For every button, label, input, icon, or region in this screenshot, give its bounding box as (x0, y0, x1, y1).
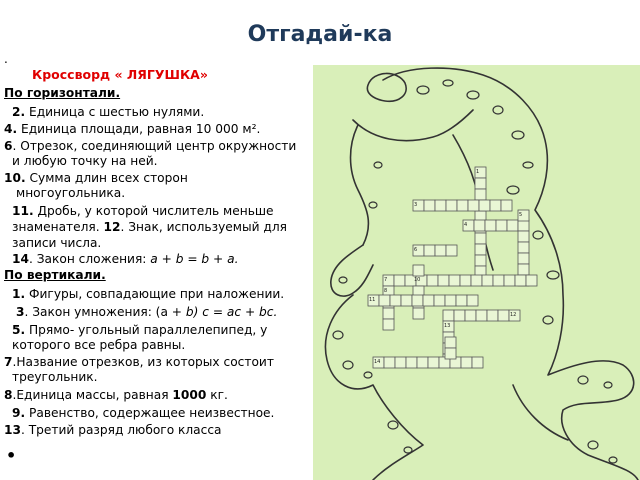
horizontal-header: По горизонтали. (4, 86, 121, 100)
clue-h-4: 4. Единица площади, равная 10 000 м². (4, 122, 261, 136)
clue-v-5-cont: которого все ребра равны. (12, 338, 186, 352)
bottom-bullet: • (6, 446, 17, 465)
svg-text:12: 12 (510, 312, 517, 318)
clue-h-10-cont: многоугольника. (16, 186, 126, 200)
clue-h-6: 6. Отрезок, соединяющий центр окружности (4, 139, 297, 153)
frog-mouth (353, 110, 473, 141)
frog-crossword-picture (313, 65, 640, 480)
svg-text:1: 1 (476, 169, 480, 175)
clue-v-1: 1. Фигуры, совпадающие при наложении. (12, 287, 285, 301)
svg-text:3: 3 (414, 202, 418, 208)
frog-drawing (313, 65, 640, 480)
page-title: Отгадай-ка (247, 22, 393, 47)
clue-v-13: 13. Третий разряд любого класса (4, 423, 222, 437)
clue-h-2: 2. Единица с шестью нулями. (12, 105, 205, 119)
crossword-grid (368, 167, 537, 368)
clue-h-11: 11. Дробь, у которой числитель меньше (12, 204, 274, 218)
clue-v-3: 3. Закон умножения: (a + b) c = ac + bc. (16, 305, 278, 319)
clue-h-6-cont: и любую точку на ней. (12, 154, 158, 168)
svg-text:14: 14 (374, 359, 381, 365)
clue-v-9: 9. Равенство, содержащее неизвестное. (12, 406, 275, 420)
clue-h-12-cont: записи числа. (12, 236, 102, 250)
crossword-title: Кроссворд « ЛЯГУШКА» (32, 67, 208, 82)
svg-text:4: 4 (464, 222, 468, 228)
frog-left-arm (331, 245, 373, 296)
clue-h-10: 10. Сумма длин всех сторон (4, 171, 188, 185)
clue-v-8: 8.Единица массы, равная 1000 кг. (4, 388, 228, 402)
svg-text:13: 13 (444, 323, 451, 329)
svg-text:5: 5 (519, 212, 523, 218)
clue-v-7-cont: треугольник. (12, 370, 98, 384)
svg-text:10: 10 (414, 277, 421, 283)
svg-text:11: 11 (369, 297, 376, 303)
svg-text:6: 6 (414, 247, 418, 253)
clue-h-12: знаменателя. 12. Знак, используемый для (12, 220, 287, 234)
clue-v-7: 7.Название отрезков, из которых состоит (4, 355, 274, 369)
svg-text:7: 7 (384, 277, 388, 283)
top-dot: . (4, 52, 8, 66)
clue-h-14: 14. Закон сложения: a + b = b + a. (12, 252, 239, 266)
frog-right-leg (513, 385, 568, 440)
svg-text:8: 8 (384, 288, 388, 294)
vertical-header: По вертикали. (4, 268, 106, 282)
clue-v-5: 5. Прямо- угольный параллелепипед, у (12, 323, 268, 337)
frog-throat (351, 125, 369, 245)
